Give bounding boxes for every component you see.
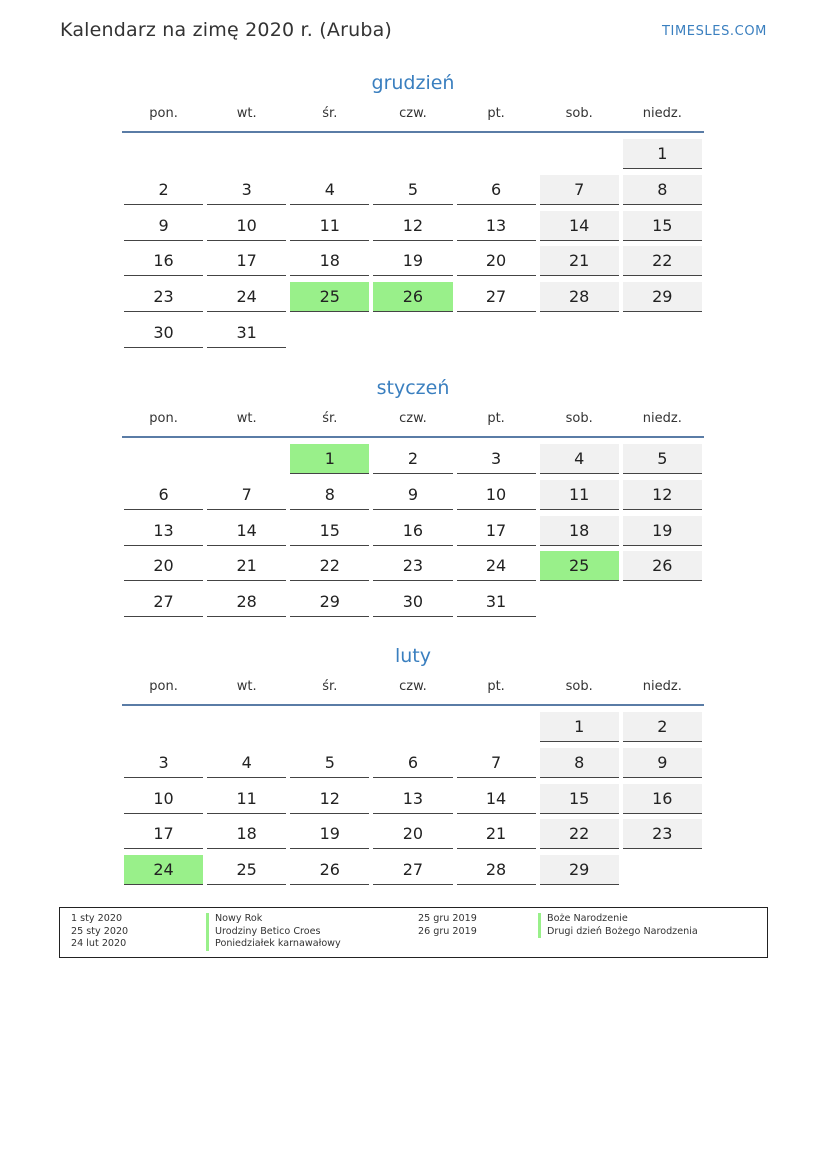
empty-cell — [207, 444, 286, 473]
month-calendar-february — [122, 642, 704, 889]
day-cell: 24 — [124, 855, 203, 885]
weekday-label: pon. — [149, 411, 178, 426]
day-cell: 11 — [207, 784, 286, 814]
day-cell: 7 — [457, 748, 536, 778]
day-cell: 19 — [623, 516, 702, 546]
day-cell: 10 — [207, 211, 286, 241]
empty-cell — [623, 587, 702, 616]
day-cell: 9 — [623, 748, 702, 778]
day-grid — [122, 438, 704, 621]
day-cell: 22 — [623, 246, 702, 276]
day-cell: 11 — [540, 480, 619, 510]
legend-date: 25 sty 2020 — [71, 925, 129, 937]
day-cell: 30 — [124, 318, 203, 348]
weekday-label: śr. — [322, 106, 338, 121]
empty-cell — [124, 444, 203, 473]
empty-cell — [623, 318, 702, 347]
day-cell: 7 — [207, 480, 286, 510]
day-cell: 4 — [207, 748, 286, 778]
day-cell: 28 — [207, 587, 286, 617]
day-cell: 12 — [290, 784, 369, 814]
day-cell: 12 — [623, 480, 702, 510]
month-name: styczeń — [376, 377, 450, 399]
day-cell: 12 — [373, 211, 452, 241]
day-cell: 5 — [623, 444, 702, 474]
weekday-label: wt. — [236, 106, 257, 121]
day-cell: 17 — [207, 246, 286, 276]
day-cell: 24 — [207, 282, 286, 312]
day-cell: 29 — [290, 587, 369, 617]
day-cell: 25 — [207, 855, 286, 885]
day-cell: 27 — [373, 855, 452, 885]
weekday-label: niedz. — [642, 106, 682, 121]
legend-date: 25 gru 2019 — [418, 913, 477, 924]
legend-date: 1 sty 2020 — [71, 913, 123, 924]
legend-holiday-name: Nowy Rok — [206, 913, 341, 926]
day-cell: 30 — [373, 587, 452, 617]
month-name: luty — [394, 645, 431, 667]
day-cell: 21 — [207, 551, 286, 581]
day-cell: 6 — [124, 480, 203, 510]
day-cell: 22 — [540, 819, 619, 849]
brand-link[interactable]: TIMESLES.COM — [661, 24, 767, 39]
weekday-header — [122, 402, 704, 438]
month-name: grudzień — [371, 72, 455, 94]
weekday-label: śr. — [322, 411, 338, 426]
empty-cell — [290, 139, 369, 168]
day-cell: 27 — [457, 282, 536, 312]
day-cell: 2 — [124, 175, 203, 205]
day-cell: 21 — [540, 246, 619, 276]
day-cell: 20 — [457, 246, 536, 276]
empty-cell — [207, 139, 286, 168]
empty-cell — [457, 318, 536, 347]
empty-cell — [373, 712, 452, 741]
day-cell: 20 — [124, 551, 203, 581]
day-cell: 25 — [540, 551, 619, 581]
day-cell: 8 — [290, 480, 369, 510]
legend-right-dates — [418, 913, 477, 938]
day-cell: 13 — [124, 516, 203, 546]
day-cell: 5 — [373, 175, 452, 205]
empty-cell — [540, 139, 619, 168]
day-cell: 13 — [457, 211, 536, 241]
day-cell: 17 — [124, 819, 203, 849]
day-cell: 26 — [623, 551, 702, 581]
day-cell: 4 — [290, 175, 369, 205]
weekday-label: pt. — [487, 679, 505, 694]
day-cell: 14 — [457, 784, 536, 814]
legend-holiday-name: Drugi dzień Bożego Narodzenia — [538, 926, 698, 939]
day-cell: 14 — [207, 516, 286, 546]
weekday-label: pon. — [149, 679, 178, 694]
weekday-label: pt. — [487, 411, 505, 426]
empty-cell — [373, 139, 452, 168]
weekday-label: czw. — [399, 106, 427, 121]
day-cell: 26 — [290, 855, 369, 885]
day-cell: 9 — [124, 211, 203, 241]
weekday-label: sob. — [565, 411, 593, 426]
weekday-label: sob. — [565, 106, 593, 121]
day-cell: 8 — [623, 175, 702, 205]
empty-cell — [457, 139, 536, 168]
weekday-header — [122, 670, 704, 706]
weekday-label: niedz. — [642, 411, 682, 426]
weekday-label: wt. — [236, 679, 257, 694]
empty-cell — [124, 139, 203, 168]
weekday-label: czw. — [399, 411, 427, 426]
legend-date: 24 lut 2020 — [71, 938, 127, 950]
day-cell: 16 — [623, 784, 702, 814]
day-cell: 28 — [540, 282, 619, 312]
day-cell: 1 — [623, 139, 702, 169]
empty-cell — [207, 712, 286, 741]
day-cell: 10 — [457, 480, 536, 510]
day-cell: 15 — [540, 784, 619, 814]
day-cell: 20 — [373, 819, 452, 849]
day-cell: 18 — [540, 516, 619, 546]
day-cell: 23 — [124, 282, 203, 312]
day-cell: 8 — [540, 748, 619, 778]
day-cell: 5 — [290, 748, 369, 778]
legend-holiday-name: Poniedziałek karnawałowy — [206, 938, 341, 951]
day-cell: 29 — [623, 282, 702, 312]
day-cell: 21 — [457, 819, 536, 849]
day-cell: 31 — [207, 318, 286, 348]
legend-left-dates — [71, 913, 128, 951]
legend-holiday-name: Boże Narodzenie — [538, 913, 698, 926]
empty-cell — [290, 712, 369, 741]
day-cell: 25 — [290, 282, 369, 312]
legend-left-names — [206, 913, 341, 951]
day-cell: 29 — [540, 855, 619, 885]
day-cell: 6 — [373, 748, 452, 778]
weekday-label: śr. — [322, 679, 338, 694]
day-grid — [122, 706, 704, 889]
day-cell: 23 — [373, 551, 452, 581]
empty-cell — [373, 318, 452, 347]
day-cell: 24 — [457, 551, 536, 581]
weekday-label: niedz. — [642, 679, 682, 694]
day-cell: 3 — [124, 748, 203, 778]
page-title: Kalendarz na zimę 2020 r. (Aruba) — [60, 19, 393, 41]
day-cell: 27 — [124, 587, 203, 617]
day-cell: 2 — [623, 712, 702, 742]
empty-cell — [540, 587, 619, 616]
holiday-legend — [59, 907, 768, 958]
day-cell: 31 — [457, 587, 536, 617]
day-cell: 3 — [457, 444, 536, 474]
day-cell: 19 — [373, 246, 452, 276]
empty-cell — [540, 318, 619, 347]
legend-holiday-name: Urodziny Betico Croes — [206, 926, 341, 939]
empty-cell — [457, 712, 536, 741]
day-cell: 18 — [290, 246, 369, 276]
month-calendar-january — [122, 374, 704, 621]
day-cell: 16 — [373, 516, 452, 546]
day-cell: 7 — [540, 175, 619, 205]
weekday-label: czw. — [399, 679, 427, 694]
day-cell: 18 — [207, 819, 286, 849]
day-cell: 6 — [457, 175, 536, 205]
day-cell: 10 — [124, 784, 203, 814]
empty-cell — [124, 712, 203, 741]
day-cell: 1 — [290, 444, 369, 474]
day-cell: 15 — [623, 211, 702, 241]
day-cell: 23 — [623, 819, 702, 849]
weekday-header — [122, 97, 704, 133]
day-cell: 26 — [373, 282, 452, 312]
day-cell: 1 — [540, 712, 619, 742]
day-cell: 16 — [124, 246, 203, 276]
day-cell: 11 — [290, 211, 369, 241]
legend-right-names — [538, 913, 698, 938]
day-cell: 3 — [207, 175, 286, 205]
day-cell: 13 — [373, 784, 452, 814]
day-cell: 4 — [540, 444, 619, 474]
day-cell: 9 — [373, 480, 452, 510]
day-cell: 17 — [457, 516, 536, 546]
weekday-label: pon. — [149, 106, 178, 121]
day-grid — [122, 133, 704, 352]
empty-cell — [623, 855, 702, 884]
day-cell: 15 — [290, 516, 369, 546]
weekday-label: wt. — [236, 411, 257, 426]
legend-date: 26 gru 2019 — [418, 925, 477, 937]
weekday-label: pt. — [487, 106, 505, 121]
day-cell: 28 — [457, 855, 536, 885]
day-cell: 2 — [373, 444, 452, 474]
day-cell: 22 — [290, 551, 369, 581]
empty-cell — [290, 318, 369, 347]
day-cell: 19 — [290, 819, 369, 849]
day-cell: 14 — [540, 211, 619, 241]
month-calendar-december — [122, 69, 704, 352]
weekday-label: sob. — [565, 679, 593, 694]
